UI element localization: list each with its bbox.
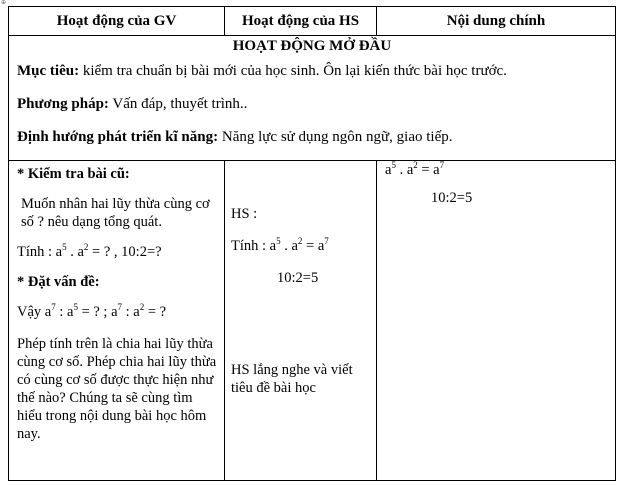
calc-text: = ? , 10:2=? [88, 244, 162, 260]
problem-explanation: Phép tính trên là chia hai lũy thừa cùng cơ số. Phép chia hai lũy thừa có cùng cơ số được thực hiện như thế nào? Chúng ta sẽ cùng tìm hiểu trong nội dung bài học hôm nay. [17, 336, 217, 442]
goal-line [17, 61, 607, 81]
ask-text: = ? ; a [77, 304, 118, 320]
check-heading: * Kiểm tra bài cũ: [17, 166, 130, 182]
method-line [17, 94, 607, 114]
formula-exp: 5 [391, 160, 396, 171]
skill-line [17, 127, 607, 147]
check-question: Muốn nhân hai lũy thừa cùng cơ số ? nêu dạng tổng quát. [21, 196, 210, 230]
formula-text: = a [417, 162, 440, 178]
content-formula [385, 161, 611, 179]
goal-text: kiểm tra chuẩn bị bài mới của học sinh. Ôn lại kiến thức bài học trước. [79, 63, 507, 79]
ask-exp: 2 [139, 302, 145, 313]
method-label: Phương pháp: [17, 96, 109, 112]
calc-text: . a [280, 238, 298, 254]
table-anchor-icon: ⊕ [1, 0, 7, 6]
calc-text: Tính : a [231, 238, 277, 254]
formula-text: . a [395, 162, 414, 178]
problem-question [17, 303, 218, 321]
section-title: HOẠT ĐỘNG MỞ ĐẦU [232, 38, 392, 54]
calc-exp: 5 [62, 242, 67, 253]
calc-exp: 5 [276, 236, 281, 247]
calc-exp: 7 [324, 236, 329, 247]
activity-row [9, 161, 616, 481]
header-student-activity: Hoạt động của HS [225, 7, 377, 36]
calc-exp: 2 [297, 236, 303, 247]
goal-label: Mục tiêu: [17, 63, 80, 79]
lesson-table [8, 6, 616, 481]
header-teacher-activity: Hoạt động của GV [9, 7, 225, 36]
method-text: Vấn đáp, thuyết trình.. [108, 96, 248, 112]
formula-text: a [385, 162, 392, 178]
ask-exp: 5 [73, 302, 78, 313]
ask-text: Vậy a [17, 304, 52, 320]
formula-exp: 2 [413, 160, 418, 171]
ask-text: : a [122, 304, 140, 320]
calc-exp: 2 [83, 242, 89, 253]
student-listen: HS lắng nghe và viết tiêu đề bài học [231, 362, 353, 396]
header-main-content: Nội dung chính [377, 7, 616, 36]
student-hs-label: HS : [231, 206, 258, 222]
calc-text: = a [302, 238, 325, 254]
intro-row [9, 36, 616, 161]
skill-label: Định hướng phát triển kĩ năng: [17, 129, 219, 145]
ask-exp: 7 [117, 302, 123, 313]
content-division: 10:2=5 [431, 190, 473, 206]
ask-text: : a [55, 304, 74, 320]
student-activity-cell [225, 161, 377, 481]
ask-text: = ? [144, 304, 167, 320]
main-content-cell [377, 161, 616, 481]
check-calc [17, 243, 218, 261]
student-calc [231, 237, 372, 255]
problem-heading: * Đặt vấn đề: [17, 274, 100, 290]
student-division: 10:2=5 [277, 270, 319, 286]
skill-text: Năng lực sử dụng ngôn ngữ, giao tiếp. [218, 129, 453, 145]
teacher-activity-cell [9, 161, 225, 481]
ask-exp: 7 [51, 302, 56, 313]
calc-text: . a [66, 244, 84, 260]
intro-cell [9, 36, 616, 161]
formula-exp: 7 [439, 160, 445, 171]
calc-text: Tính : a [17, 244, 63, 260]
header-row [9, 7, 616, 36]
